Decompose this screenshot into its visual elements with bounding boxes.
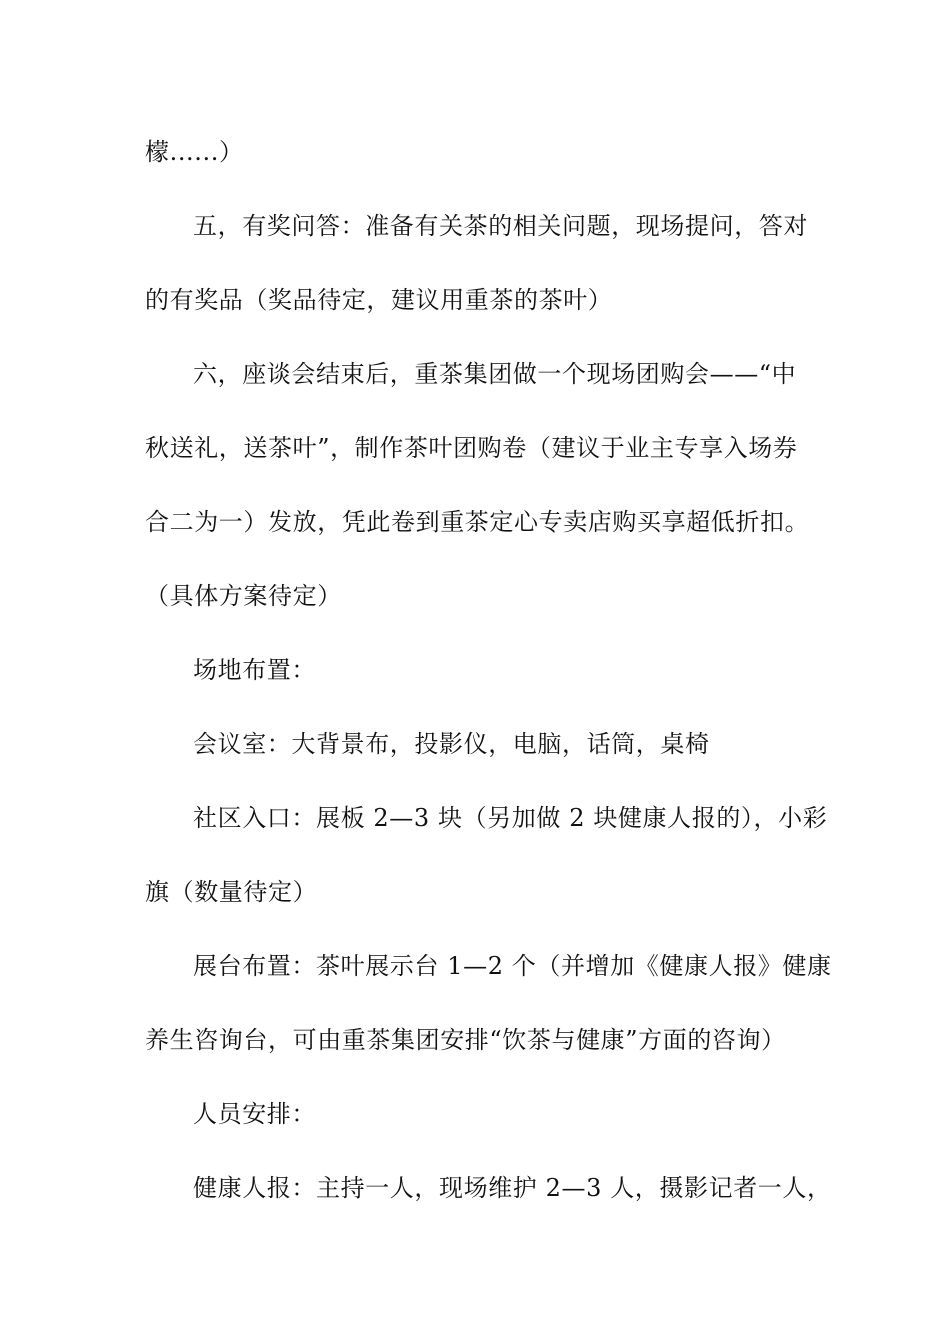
text-line-section-five-cont: 的有奖品（奖品待定，建议用重茶的茶叶）	[145, 286, 613, 314]
text-line-meeting-room: 会议室：大背景布，投影仪，电脑，话筒，桌椅	[193, 730, 710, 758]
text-line-booth-layout: 展台布置：茶叶展示台 1—2 个（并增加《健康人报》健康	[193, 952, 832, 980]
text-line-section-six-cont-3: （具体方案待定）	[145, 582, 342, 610]
text-line-section-five: 五，有奖问答：准备有关茶的相关问题，现场提问，答对	[193, 212, 808, 240]
text-line-booth-layout-cont: 养生咨询台，可由重茶集团安排“饮茶与健康”方面的咨询）	[145, 1026, 786, 1054]
text-line-continuation: 檬......）	[145, 138, 244, 166]
text-line-community-entrance: 社区入口：展板 2—3 块（另加做 2 块健康人报的），小彩	[193, 804, 828, 832]
text-line-staffing-health-paper: 健康人报：主持一人，现场维护 2—3 人，摄影记者一人，	[193, 1174, 832, 1202]
text-line-community-entrance-cont: 旗（数量待定）	[145, 878, 318, 906]
text-line-section-six-cont-1: 秋送礼，送茶叶”，制作茶叶团购卷（建议于业主专享入场券	[145, 434, 798, 462]
text-line-section-six-cont-2: 合二为一）发放，凭此卷到重茶定心专卖店购买享超低折扣。	[145, 508, 810, 536]
text-line-venue-heading: 场地布置：	[193, 656, 316, 684]
text-line-section-six: 六，座谈会结束后，重茶集团做一个现场团购会——“中	[193, 360, 797, 388]
text-line-staffing-heading: 人员安排：	[193, 1100, 316, 1128]
